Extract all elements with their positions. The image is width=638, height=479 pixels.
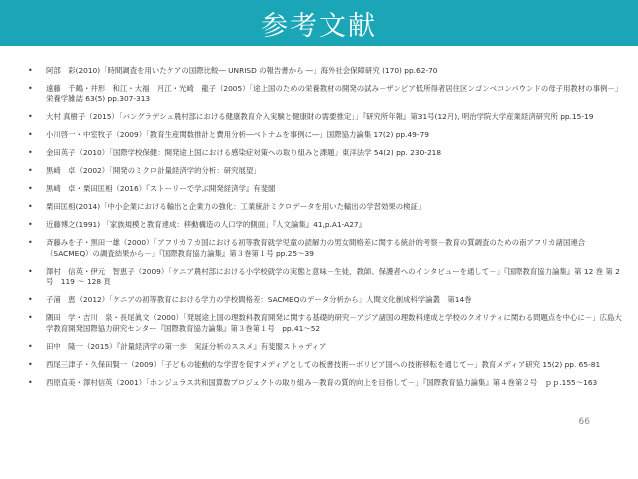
reference-text: 黒崎 卓（2002）「開発のミクロ計量経済学的分析：研究展望」 <box>46 166 261 176</box>
bullet-icon: • <box>28 112 33 122</box>
bullet-icon: • <box>28 295 33 305</box>
bullet-icon: • <box>28 377 33 387</box>
bullet-icon: • <box>28 202 33 212</box>
reference-item <box>26 220 626 230</box>
bullet-icon: • <box>28 184 33 194</box>
reference-item <box>26 148 626 158</box>
reference-text: 近藤博之(1991) 「家族規模と教育達成：移動構造の人口学的側面」『人文論集』41,p.A1-A27』 <box>46 220 367 230</box>
reference-text: 澤村 信英・伊元 智恵子（2009）「ケニア農村部における小学校就学の実態と意味－生徒、教師、保護者へのインタビューを通して－」『国際教育協力論集』第 12 巻 第 2 号 119 ～ 128 頁 <box>46 266 620 287</box>
reference-item <box>26 66 626 76</box>
reference-text: 小川啓一・中室牧子（2009）「教育生産関数推計と費用分析―ベトナムを事例に―」国際協力論集 17(2) pp.49-79 <box>46 130 429 140</box>
reference-item <box>26 313 626 334</box>
reference-item <box>26 166 626 176</box>
bullet-icon: • <box>28 238 33 248</box>
reference-item <box>26 378 626 388</box>
reference-item <box>26 360 626 370</box>
bullet-icon: • <box>28 66 33 75</box>
reference-text: 西尾三津子・久保田賢一（2009）「子どもの能動的な学習を促すメディアとしての板書技術ーボリビア国への技術移転を通じてー」教育メディア研究 15(2) pp. 65-81 <box>46 359 601 369</box>
reference-item <box>26 238 626 259</box>
reference-text: 田中 隆一（2015）『計量経済学の第一歩 実証分析のススメ』有斐閣ストゥディア <box>46 341 327 351</box>
reference-list <box>26 66 626 396</box>
reference-item <box>26 130 626 140</box>
reference-item <box>26 267 626 288</box>
reference-item <box>26 202 626 212</box>
bullet-icon: • <box>28 84 33 93</box>
reference-text: 黒崎 卓・栗田匡相（2016）『ストーリーで学ぶ開発経済学』有斐閣 <box>46 184 276 194</box>
reference-item <box>26 342 626 352</box>
bullet-icon: • <box>28 313 33 323</box>
title-bar <box>0 0 638 46</box>
reference-text: 大村 真樹子（2015）「バングラデシュ農村部における健康教育介入実験と健康財の需要推定」」『研究所年報』第31号(12月), 明治学院大学産業経済研究所 pp.15-19 <box>46 112 594 122</box>
reference-text: 子浦 恵（2012）「ケニアの初等教育における学力の学校間格差：SACMEQのデータ分析から」人間文化創成科学論叢 第14巻 <box>46 295 472 305</box>
bullet-icon: • <box>28 266 33 276</box>
bullet-icon: • <box>28 166 33 176</box>
bullet-icon: • <box>28 220 33 230</box>
reference-text: 隅田 学・吉川 泉・長尾眞文（2000）「発展途上国の理数科教育開発に関する基礎的研究－アジア諸国の理数科達成と学校のクオリティに関わる問題点を中心に－」広島大学教育開発国際協力研究センター『国際教育協力論集』第３巻第１号 pp.41～52 <box>46 313 622 333</box>
reference-text: 栗田匡相(2014)「中小企業における輸出と企業力の強化：工業統計ミクロデータを用いた輸出の学習効果の検証」 <box>46 202 426 212</box>
bullet-icon: • <box>28 341 33 351</box>
bullet-icon: • <box>28 130 33 140</box>
reference-item <box>26 84 626 105</box>
slide-title: 参考文献 <box>261 10 377 42</box>
page-number: 66 <box>578 417 590 427</box>
reference-item <box>26 112 626 122</box>
reference-text: 西原直美・澤村信英（2001）「ホンジュラス共和国算数プロジェクトの取り組み－教育の質的向上を目指して－」『国際教育協力論集』第４巻第２号 ｐｐ.155～163 <box>46 377 598 387</box>
reference-item <box>26 295 626 305</box>
reference-text: 金田英子（2010）「国際学校保健：開発途上国における感染症対策への取り組みと課題」東洋法学 54(2) pp. 230-218 <box>46 148 442 158</box>
reference-item <box>26 184 626 194</box>
bullet-icon: • <box>28 359 33 369</box>
bullet-icon: • <box>28 148 33 158</box>
reference-text: 阿部 彩(2010)「時間調査を用いたケアの国際比較― UNRISD の報告書から ―」海外社会保障研究 (170) pp.62-70 <box>46 66 438 75</box>
reference-text: 斉藤みを子・黒田一雄（2000）「アフリカ７カ国における初等教育就学児童の読解力の男女間格差に関する統計的考察－教育の質調査のための南アフリカ諸国連合（SACMEQ）の調査結果から－」『国際教育協力論集』第３巻第１号 pp.25～39 <box>46 238 586 258</box>
reference-text: 遠藤 千鶴・井形 和江・大福 月江・光崎 龍子（2005）「途上国のための栄養教材の開発の試み－ザンビア低所得者居住区ンゴンベコンパウンドの母子用教材の事例－」栄養学雑誌 63(5) pp.307-313 <box>46 84 623 104</box>
